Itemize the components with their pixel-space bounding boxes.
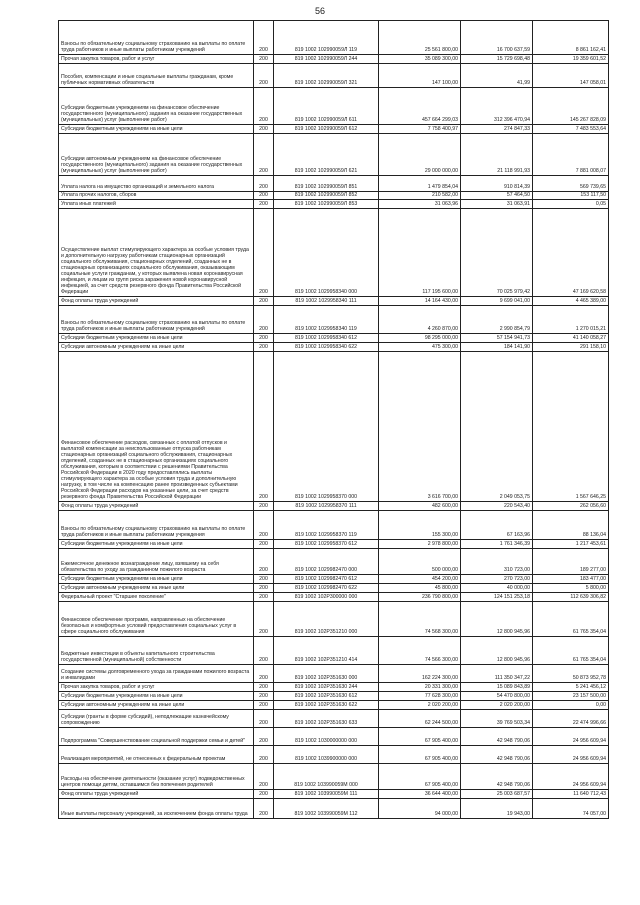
row-classification-cell: 819 1002 102P351630 633 xyxy=(274,710,379,728)
table-row xyxy=(59,334,609,343)
row-name-cell: Фонд оплаты труда учреждений xyxy=(59,297,254,306)
page-number: 56 xyxy=(314,6,325,16)
row-executed-cell: 2 990 854,79 xyxy=(461,306,533,334)
row-approved-cell: 62 244 500,00 xyxy=(379,710,461,728)
row-unexecuted-cell: 112 639 306,82 xyxy=(533,593,609,602)
row-classification-cell: 819 1002 1029982470 622 xyxy=(274,584,379,593)
row-executed-cell: 57 154 941,73 xyxy=(461,334,533,343)
row-classification-cell: 819 1002 102P351630 612 xyxy=(274,692,379,701)
row-name-cell: Субсидии бюджетным учреждениям на иные цели xyxy=(59,125,254,134)
row-classification-cell: 819 1002 102990059Л 244 xyxy=(274,55,379,64)
table-row xyxy=(59,209,609,297)
row-code-cell: 200 xyxy=(254,209,274,297)
row-approved-cell: 117 195 600,00 xyxy=(379,209,461,297)
row-executed-cell: 15 089 843,89 xyxy=(461,683,533,692)
row-code-cell: 200 xyxy=(254,88,274,125)
row-approved-cell: 2 020 200,00 xyxy=(379,701,461,710)
row-approved-cell: 35 089 300,00 xyxy=(379,55,461,64)
row-unexecuted-cell: 5 800,00 xyxy=(533,584,609,593)
row-unexecuted-cell: 0,05 xyxy=(533,200,609,209)
table-row xyxy=(59,701,609,710)
row-unexecuted-cell: 153 117,50 xyxy=(533,192,609,200)
row-name-cell: Субсидии бюджетным учреждениям на иные цели xyxy=(59,334,254,343)
table-row xyxy=(59,125,609,134)
row-code-cell: 200 xyxy=(254,125,274,134)
table-row xyxy=(59,64,609,88)
row-classification-cell: 819 1002 103990059М 111 xyxy=(274,790,379,799)
row-unexecuted-cell: 24 956 609,94 xyxy=(533,728,609,746)
row-executed-cell: 9 699 041,00 xyxy=(461,297,533,306)
row-classification-cell: 819 1002 102990059Л 853 xyxy=(274,200,379,209)
row-name-cell: Уплата прочих налогов, сборов xyxy=(59,192,254,200)
table-row xyxy=(59,692,609,701)
table-row xyxy=(59,549,609,575)
row-classification-cell: 819 1002 103990059М 112 xyxy=(274,799,379,819)
row-code-cell: 200 xyxy=(254,728,274,746)
row-executed-cell: 70 025 979,42 xyxy=(461,209,533,297)
row-classification-cell: 819 1002 102990059Л 852 xyxy=(274,192,379,200)
row-executed-cell: 312 396 470,94 xyxy=(461,88,533,125)
row-classification-cell: 819 1002 102990059Л 119 xyxy=(274,21,379,55)
row-code-cell: 200 xyxy=(254,799,274,819)
table-row xyxy=(59,200,609,209)
row-classification-cell: 819 1002 1029982470 612 xyxy=(274,575,379,584)
row-executed-cell: 41,99 xyxy=(461,64,533,88)
row-unexecuted-cell: 8 861 162,41 xyxy=(533,21,609,55)
row-classification-cell: 819 1002 1029958340 111 xyxy=(274,297,379,306)
table-row xyxy=(59,55,609,64)
row-classification-cell: 819 1002 1029958370 000 xyxy=(274,352,379,502)
table-row xyxy=(59,728,609,746)
table-row xyxy=(59,637,609,665)
row-code-cell: 200 xyxy=(254,764,274,790)
table-row xyxy=(59,602,609,637)
row-name-cell: Субсидии бюджетным учреждениям на иные цели xyxy=(59,540,254,549)
row-executed-cell: 40 000,00 xyxy=(461,584,533,593)
row-classification-cell: 819 1002 1029958340 000 xyxy=(274,209,379,297)
row-approved-cell: 94 000,00 xyxy=(379,799,461,819)
row-name-cell: Субсидии автономным учреждениям на иные цели xyxy=(59,584,254,593)
row-executed-cell: 67 163,96 xyxy=(461,511,533,540)
row-unexecuted-cell: 5 241 456,12 xyxy=(533,683,609,692)
row-classification-cell: 819 1002 1029958370 111 xyxy=(274,502,379,511)
table-row xyxy=(59,799,609,819)
row-approved-cell: 14 164 430,00 xyxy=(379,297,461,306)
row-approved-cell: 475 300,00 xyxy=(379,343,461,352)
row-executed-cell: 124 151 253,18 xyxy=(461,593,533,602)
row-executed-cell: 12 800 945,96 xyxy=(461,602,533,637)
row-code-cell: 200 xyxy=(254,511,274,540)
row-executed-cell: 42 948 790,06 xyxy=(461,728,533,746)
row-unexecuted-cell: 24 956 609,94 xyxy=(533,746,609,764)
table-row xyxy=(59,88,609,125)
table-row xyxy=(59,764,609,790)
row-unexecuted-cell: 41 140 058,27 xyxy=(533,334,609,343)
row-executed-cell: 111 350 347,22 xyxy=(461,665,533,683)
row-approved-cell: 25 561 800,00 xyxy=(379,21,461,55)
row-code-cell: 200 xyxy=(254,352,274,502)
table-row xyxy=(59,746,609,764)
row-approved-cell: 482 600,00 xyxy=(379,502,461,511)
row-name-cell: Взносы по обязательному социальному страхованию на выплаты по оплате труда работников и иные выплаты работникам учреждений xyxy=(59,21,254,55)
row-classification-cell: 819 1002 1039900000 000 xyxy=(274,746,379,764)
row-code-cell: 200 xyxy=(254,306,274,334)
row-code-cell: 200 xyxy=(254,549,274,575)
row-approved-cell: 1 479 854,04 xyxy=(379,176,461,192)
table-row xyxy=(59,192,609,200)
row-approved-cell: 67 905 400,00 xyxy=(379,728,461,746)
row-classification-cell: 819 1002 102990059Л 612 xyxy=(274,125,379,134)
row-executed-cell: 25 003 687,57 xyxy=(461,790,533,799)
row-executed-cell: 2 049 053,75 xyxy=(461,352,533,502)
row-code-cell: 200 xyxy=(254,692,274,701)
row-executed-cell: 42 948 790,06 xyxy=(461,746,533,764)
table-row xyxy=(59,352,609,502)
row-executed-cell: 910 814,39 xyxy=(461,176,533,192)
row-unexecuted-cell: 4 465 389,00 xyxy=(533,297,609,306)
row-executed-cell: 310 723,00 xyxy=(461,549,533,575)
row-approved-cell: 155 300,00 xyxy=(379,511,461,540)
row-approved-cell: 457 664 299,03 xyxy=(379,88,461,125)
row-name-cell: Субсидии автономным учреждениям на финансовое обеспечение государственного (муниципального) задания на оказание государственных (муниципальных) услуг (выполнение работ) xyxy=(59,134,254,176)
row-classification-cell: 819 1002 103990059М 000 xyxy=(274,764,379,790)
row-classification-cell: 819 1002 102990059Л 621 xyxy=(274,134,379,176)
row-name-cell: Создание системы долговременного ухода за гражданами пожилого возраста и инвалидами xyxy=(59,665,254,683)
row-executed-cell: 57 464,50 xyxy=(461,192,533,200)
row-approved-cell: 2 978 800,00 xyxy=(379,540,461,549)
row-classification-cell: 819 1002 102990059Л 851 xyxy=(274,176,379,192)
table-row xyxy=(59,540,609,549)
row-unexecuted-cell: 262 056,60 xyxy=(533,502,609,511)
row-code-cell: 200 xyxy=(254,584,274,593)
row-name-cell: Осуществление выплат стимулирующего характера за особые условия труда и дополнительную нагрузку работникам стационарных организаций социального обслуживания, стационарных отделений, созданных не в стационарных организациях социального обслуживания, оказывающим социальные услуги гражданам, у которых выявлена новая коронавирусная инфекция, и лицам из групп риска заражения новой коронавирусной инфекцией, за счет средств резервного фонда Правительства Российской Федерации xyxy=(59,209,254,297)
row-name-cell: Взносы по обязательному социальному страхованию на выплаты по оплате труда работников и иные выплаты работникам учреждений xyxy=(59,306,254,334)
row-executed-cell: 21 118 991,93 xyxy=(461,134,533,176)
row-approved-cell: 98 295 000,00 xyxy=(379,334,461,343)
row-name-cell: Иные выплаты персоналу учреждений, за исключением фонда оплаты труда xyxy=(59,799,254,819)
row-unexecuted-cell: 61 765 354,04 xyxy=(533,637,609,665)
row-name-cell: Реализация мероприятий, не отнесенных к федеральным проектам xyxy=(59,746,254,764)
row-unexecuted-cell: 145 267 828,09 xyxy=(533,88,609,125)
table-row xyxy=(59,21,609,55)
row-approved-cell: 236 790 800,00 xyxy=(379,593,461,602)
row-code-cell: 200 xyxy=(254,701,274,710)
row-name-cell: Финансовое обеспечение программ, направленных на обеспечение безопасных и комфортных условий предоставления социальных услуг в сфере социального обслуживания xyxy=(59,602,254,637)
row-executed-cell: 184 141,90 xyxy=(461,343,533,352)
row-name-cell: Субсидии бюджетным учреждениям на финансовое обеспечение государственного (муниципального) задания на оказание государственных (муниципальных) услуг (выполнение работ) xyxy=(59,88,254,125)
row-name-cell: Субсидии бюджетным учреждениям на иные цели xyxy=(59,575,254,584)
table-row xyxy=(59,511,609,540)
row-unexecuted-cell: 19 359 601,52 xyxy=(533,55,609,64)
table-row xyxy=(59,683,609,692)
row-executed-cell: 42 948 790,06 xyxy=(461,764,533,790)
row-name-cell: Субсидии автономным учреждениям на иные цели xyxy=(59,701,254,710)
row-code-cell: 200 xyxy=(254,334,274,343)
row-approved-cell: 162 224 300,00 xyxy=(379,665,461,683)
row-approved-cell: 4 260 870,00 xyxy=(379,306,461,334)
table-row xyxy=(59,176,609,192)
row-classification-cell: 819 1002 1029958370 119 xyxy=(274,511,379,540)
row-approved-cell: 74 568 300,00 xyxy=(379,602,461,637)
row-code-cell: 200 xyxy=(254,710,274,728)
row-name-cell: Бюджетные инвестиции в объекты капитального строительства государственной (муниципальной) собственности xyxy=(59,637,254,665)
row-approved-cell: 36 644 400,00 xyxy=(379,790,461,799)
row-executed-cell: 12 800 945,96 xyxy=(461,637,533,665)
row-name-cell: Уплата иных платежей xyxy=(59,200,254,209)
row-unexecuted-cell: 569 739,65 xyxy=(533,176,609,192)
row-name-cell: Фонд оплаты труда учреждений xyxy=(59,502,254,511)
row-unexecuted-cell: 291 158,10 xyxy=(533,343,609,352)
row-code-cell: 200 xyxy=(254,575,274,584)
row-approved-cell: 7 758 400,97 xyxy=(379,125,461,134)
row-code-cell: 200 xyxy=(254,593,274,602)
row-approved-cell: 67 905 400,00 xyxy=(379,746,461,764)
table-row xyxy=(59,502,609,511)
row-code-cell: 200 xyxy=(254,343,274,352)
table-row xyxy=(59,665,609,683)
row-unexecuted-cell: 50 873 952,78 xyxy=(533,665,609,683)
row-code-cell: 200 xyxy=(254,790,274,799)
row-unexecuted-cell: 1 567 646,25 xyxy=(533,352,609,502)
row-code-cell: 200 xyxy=(254,134,274,176)
row-unexecuted-cell: 7 483 553,64 xyxy=(533,125,609,134)
row-approved-cell: 67 905 400,00 xyxy=(379,764,461,790)
table-row xyxy=(59,710,609,728)
row-executed-cell: 1 761 346,39 xyxy=(461,540,533,549)
row-unexecuted-cell: 22 474 996,66 xyxy=(533,710,609,728)
table-row xyxy=(59,134,609,176)
row-unexecuted-cell: 7 881 008,07 xyxy=(533,134,609,176)
row-name-cell: Уплата налога на имущество организаций и земельного налога xyxy=(59,176,254,192)
row-classification-cell: 819 1002 102P351630 244 xyxy=(274,683,379,692)
row-unexecuted-cell: 74 057,00 xyxy=(533,799,609,819)
row-code-cell: 200 xyxy=(254,297,274,306)
row-classification-cell: 819 1002 1029958340 612 xyxy=(274,334,379,343)
row-name-cell: Субсидии бюджетным учреждениям на иные цели xyxy=(59,692,254,701)
table-row xyxy=(59,593,609,602)
row-unexecuted-cell: 88 136,04 xyxy=(533,511,609,540)
row-unexecuted-cell: 47 169 620,58 xyxy=(533,209,609,297)
row-unexecuted-cell: 189 277,00 xyxy=(533,549,609,575)
row-classification-cell: 819 1002 1029958340 119 xyxy=(274,306,379,334)
row-approved-cell: 45 800,00 xyxy=(379,584,461,593)
row-approved-cell: 77 628 300,00 xyxy=(379,692,461,701)
row-executed-cell: 270 723,00 xyxy=(461,575,533,584)
row-executed-cell: 19 943,00 xyxy=(461,799,533,819)
row-executed-cell: 16 700 637,59 xyxy=(461,21,533,55)
row-classification-cell: 819 1002 102P351210 414 xyxy=(274,637,379,665)
row-name-cell: Прочая закупка товаров, работ и услуг xyxy=(59,683,254,692)
row-approved-cell: 20 331 300,00 xyxy=(379,683,461,692)
row-unexecuted-cell: 1 217 453,61 xyxy=(533,540,609,549)
row-classification-cell: 819 1002 102P351210 000 xyxy=(274,602,379,637)
row-code-cell: 200 xyxy=(254,602,274,637)
row-approved-cell: 74 566 300,00 xyxy=(379,637,461,665)
row-name-cell: Финансовое обеспечение расходов, связанных с оплатой отпусков и выплатой компенсации за неиспользованные отпуска работникам стационарных организаций социального обслуживания, стационарных отделений, созданных не в стационарных организациях социального обслуживания, которым в соответствии с решениями Правительства Российской Федерации в 2020 году предоставлялись выплаты стимулирующего характера за особые условия труда и дополнительную нагрузку, в том числе на компенсацию ранее произведенных субъектами Российской Федерации расходов на указанные цели, за счет средств резервного фонда Правительства Российской Федерации xyxy=(59,352,254,502)
row-name-cell: Федеральный проект "Старшее поколение" xyxy=(59,593,254,602)
table-row xyxy=(59,343,609,352)
row-code-cell: 200 xyxy=(254,64,274,88)
table-row xyxy=(59,297,609,306)
row-code-cell: 200 xyxy=(254,176,274,192)
row-code-cell: 200 xyxy=(254,637,274,665)
row-unexecuted-cell: 147 058,01 xyxy=(533,64,609,88)
row-approved-cell: 500 000,00 xyxy=(379,549,461,575)
table-row xyxy=(59,575,609,584)
row-code-cell: 200 xyxy=(254,665,274,683)
row-classification-cell: 819 1002 102990059Л 321 xyxy=(274,64,379,88)
table-row xyxy=(59,584,609,593)
row-classification-cell: 819 1002 102P351630 622 xyxy=(274,701,379,710)
row-executed-cell: 274 847,33 xyxy=(461,125,533,134)
row-unexecuted-cell: 0,00 xyxy=(533,701,609,710)
row-code-cell: 200 xyxy=(254,746,274,764)
row-code-cell: 200 xyxy=(254,540,274,549)
row-unexecuted-cell: 61 765 354,04 xyxy=(533,602,609,637)
row-code-cell: 200 xyxy=(254,55,274,64)
row-classification-cell: 819 1002 102990059Л 611 xyxy=(274,88,379,125)
row-classification-cell: 819 1002 1029958370 612 xyxy=(274,540,379,549)
row-name-cell: Взносы по обязательному социальному страхованию на выплаты по оплате труда работников и иные выплаты работникам учреждения xyxy=(59,511,254,540)
row-unexecuted-cell: 23 157 500,00 xyxy=(533,692,609,701)
row-executed-cell: 39 769 503,34 xyxy=(461,710,533,728)
row-classification-cell: 819 1002 1029958340 622 xyxy=(274,343,379,352)
row-name-cell: Фонд оплаты труда учреждений xyxy=(59,790,254,799)
row-approved-cell: 147 100,00 xyxy=(379,64,461,88)
row-approved-cell: 29 000 000,00 xyxy=(379,134,461,176)
row-code-cell: 200 xyxy=(254,502,274,511)
row-name-cell: Ежемесячное денежное вознаграждение лицу, взявшему на себя обязательства по уходу за гражданином пожилого возраста xyxy=(59,549,254,575)
row-name-cell: Пособия, компенсации и иные социальные выплаты гражданам, кроме публичных нормативных обязательств xyxy=(59,64,254,88)
row-name-cell: Субсидии автономным учреждениям на иные цели xyxy=(59,343,254,352)
row-executed-cell: 220 543,40 xyxy=(461,502,533,511)
row-executed-cell: 31 063,91 xyxy=(461,200,533,209)
row-approved-cell: 454 200,00 xyxy=(379,575,461,584)
row-executed-cell: 2 020 200,00 xyxy=(461,701,533,710)
row-classification-cell: 819 1002 1029982470 000 xyxy=(274,549,379,575)
row-approved-cell: 210 582,00 xyxy=(379,192,461,200)
row-unexecuted-cell: 11 640 712,43 xyxy=(533,790,609,799)
row-name-cell: Расходы на обеспечение деятельности (оказание услуг) подведомственных центров помощи детям, оставшимся без попечения родителей xyxy=(59,764,254,790)
budget-table xyxy=(58,20,609,819)
row-classification-cell: 819 1002 102P300000 000 xyxy=(274,593,379,602)
row-executed-cell: 15 729 698,48 xyxy=(461,55,533,64)
row-name-cell: Субсидии (гранты в форме субсидий), неподлежащие казначейскому сопровождению xyxy=(59,710,254,728)
table-row xyxy=(59,306,609,334)
row-code-cell: 200 xyxy=(254,192,274,200)
row-classification-cell: 819 1002 1030000000 000 xyxy=(274,728,379,746)
table-row xyxy=(59,790,609,799)
row-code-cell: 200 xyxy=(254,21,274,55)
row-unexecuted-cell: 1 270 015,21 xyxy=(533,306,609,334)
row-classification-cell: 819 1002 102P351630 000 xyxy=(274,665,379,683)
row-approved-cell: 3 616 700,00 xyxy=(379,352,461,502)
row-executed-cell: 54 470 800,00 xyxy=(461,692,533,701)
row-unexecuted-cell: 24 956 609,94 xyxy=(533,764,609,790)
row-name-cell: Прочая закупка товаров, работ и услуг xyxy=(59,55,254,64)
row-name-cell: Подпрограмма "Совершенствование социальной поддержки семьи и детей" xyxy=(59,728,254,746)
row-approved-cell: 31 063,96 xyxy=(379,200,461,209)
row-code-cell: 200 xyxy=(254,683,274,692)
row-unexecuted-cell: 183 477,00 xyxy=(533,575,609,584)
row-code-cell: 200 xyxy=(254,200,274,209)
